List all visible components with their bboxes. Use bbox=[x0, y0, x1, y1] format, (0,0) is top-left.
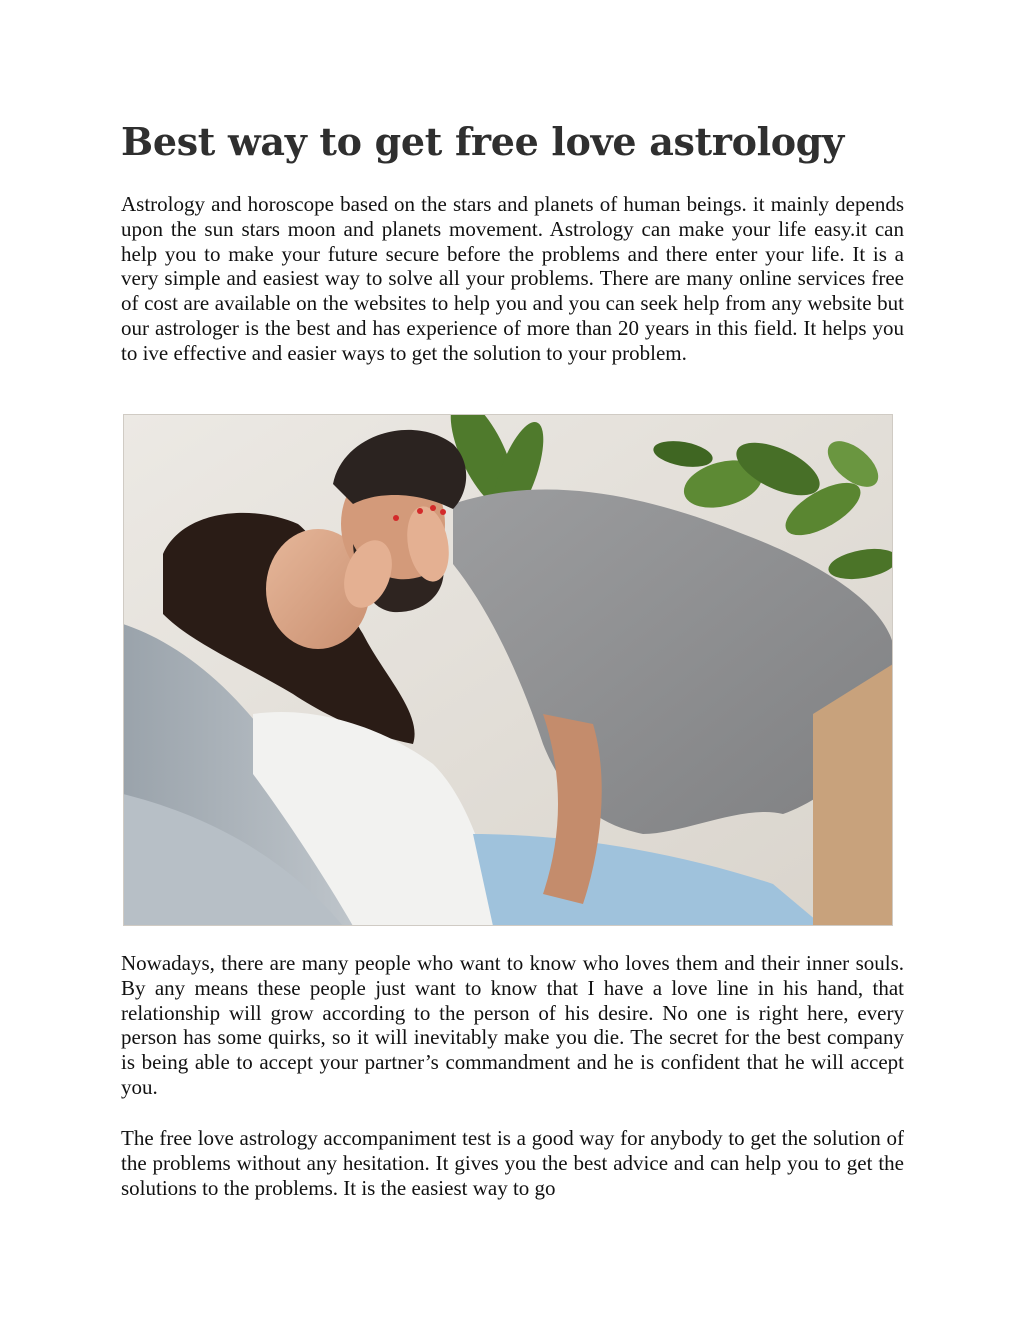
body-paragraph: Nowadays, there are many people who want to know who loves them and their inner souls. By any means these people just want to know that I have a love line in his hand, that relationship will grow according to the person of his desire. No one is right here, every person has some quirks, so it will inevitably make you die. The secret for the best company is being able to accept your partner’s commandment and he is confident that he will accept you. bbox=[121, 951, 904, 1099]
intro-paragraph: Astrology and horoscope based on the stars and planets of human beings. it mainly depends upon the sun stars moon and planets movement. Astrology can make your life easy.it can help you to make your future secure before the problems and there enter your life. It is a very simple and easiest way to solve all your problems. There are many online services free of cost are available on the websites to help you and you can seek help from any website but our astrologer is the best and has experience of more than 20 years in this field. It helps you to ive effective and easier ways to get the solution to your problem. bbox=[121, 192, 904, 365]
article-title: Best way to get free love astrology bbox=[121, 119, 844, 164]
closing-paragraph: The free love astrology accompaniment test is a good way for anybody to get the solution of the problems without any hesitation. It gives you the best advice and can help you to get the solutions to the problems. It is the easiest way to go bbox=[121, 1126, 904, 1200]
couple-photo bbox=[123, 414, 893, 926]
